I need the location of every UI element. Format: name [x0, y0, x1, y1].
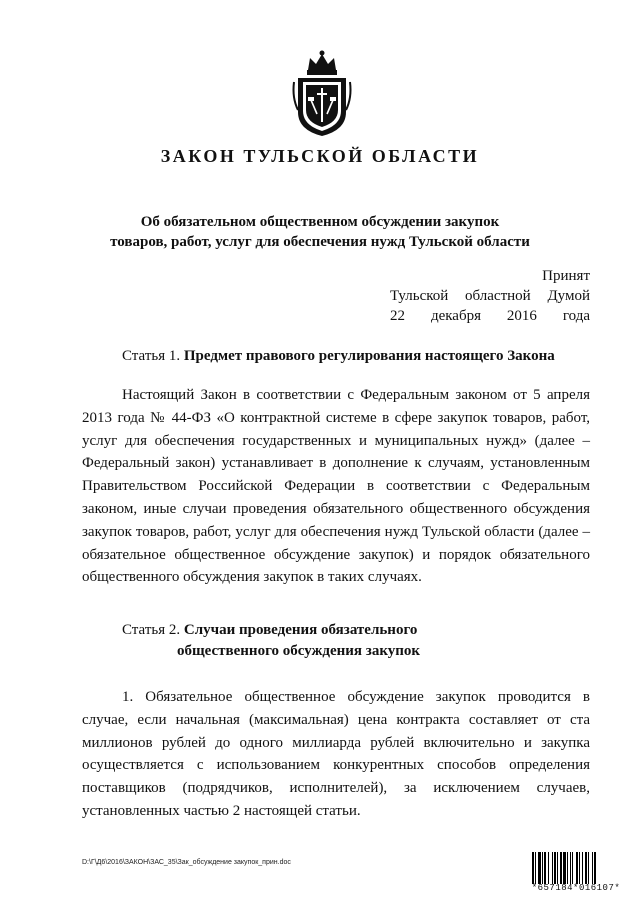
- tula-region-coat-of-arms-icon: [290, 48, 354, 138]
- law-subject: [0, 212, 640, 252]
- adoption-word: областной: [465, 288, 531, 304]
- adoption-year: 2016: [506, 308, 537, 324]
- article-2-title-line-1: Случаи проведения обязательного: [183, 622, 418, 638]
- adoption-year-word: года: [562, 308, 590, 324]
- adoption-word: Тульской: [390, 288, 449, 304]
- adoption-word: Думой: [547, 288, 590, 304]
- article-2-label: Статья 2.: [122, 622, 181, 638]
- adoption-day: 22: [390, 308, 405, 324]
- law-title: ЗАКОН ТУЛЬСКОЙ ОБЛАСТИ: [160, 146, 480, 166]
- adoption-label: Принят: [542, 268, 590, 284]
- law-subject-line-1: Об обязательном общественном обсуждении закупок: [140, 214, 500, 230]
- law-subject-line-2: товаров, работ, услуг для обеспечения нужд Тульской области: [110, 234, 530, 250]
- article-2-text: 1. Обязательное общественное обсуждение закупок проводится в случае, если начальная (максимальная) цена контракта составляет от ста миллионов рублей до одного миллиарда рублей включительно и закупка осуществляется с использованием конкурентных способов определения поставщиков (подрядчиков, исполнителей), за исключением случаев, установленных частью 2 настоящей статьи.: [82, 689, 590, 819]
- article-1-text: Настоящий Закон в соответствии с Федеральным законом от 5 апреля 2013 года № 44-ФЗ «О контрактной системе в сфере закупок товаров, работ, услуг для обеспечения государственных и муниципальных нужд» (далее – Федеральный закон) устанавливает в дополнение к случаям, установленным Правительством Российской Федерации в соответствии с Федеральным законом, иные случаи проведения обязательного общественного обсуждения закупок товаров, работ, услуг для обеспечения нужд Тульской области (далее – обязательное общественное обсуждение закупок) и порядок обязательного общественного обсуждения закупок в таких случаях.: [82, 387, 590, 586]
- adoption-block: [390, 266, 590, 326]
- article-2-title-line-2: общественного обсуждения закупок: [177, 643, 421, 659]
- adoption-date: [390, 306, 590, 326]
- adoption-month: декабря: [430, 308, 481, 324]
- article-1-label: Статья 1.: [122, 348, 181, 364]
- article-1-heading: [122, 346, 555, 367]
- article-2-heading: [122, 620, 420, 662]
- file-path: D:\Г\Д6\2016\ЗАКОН\ЗАС_35\Зак_обсуждение закупок_прин.doc: [82, 859, 291, 866]
- barcode-number: *657184*016107*: [531, 883, 621, 893]
- article-1-title: Предмет правового регулирования настоящего Закона: [183, 348, 555, 364]
- adoption-body: [390, 286, 590, 306]
- barcode-icon: [532, 852, 620, 884]
